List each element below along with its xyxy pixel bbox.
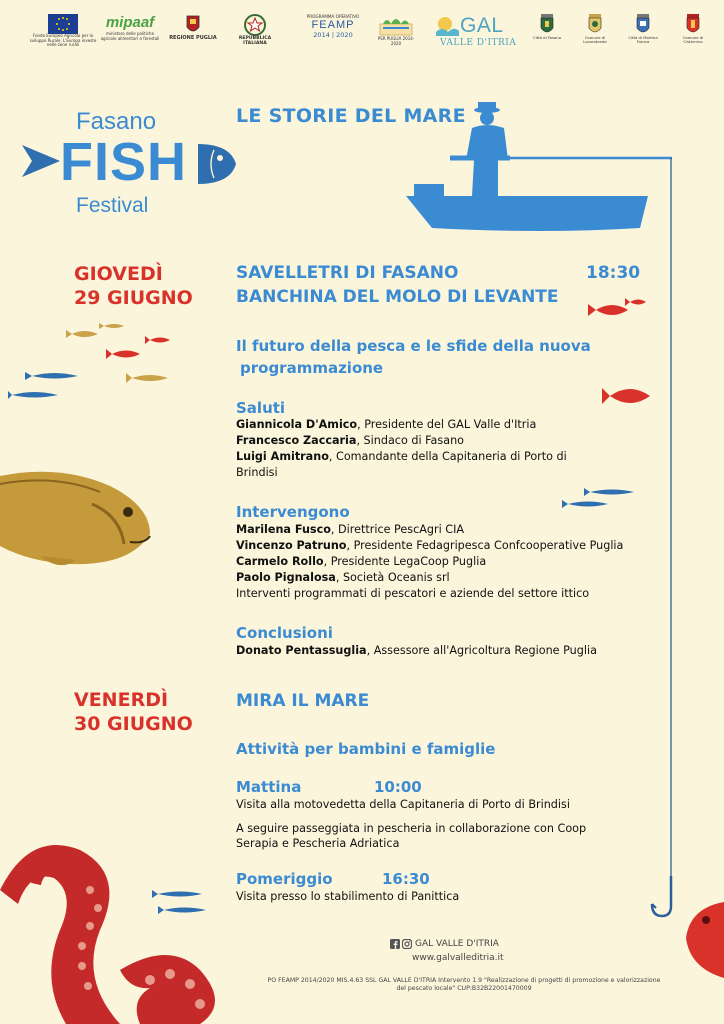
fishing-line-hook bbox=[640, 156, 690, 918]
speaker-role: , Presidente del GAL Valle d'Itria bbox=[357, 418, 537, 431]
puglia-crest-icon bbox=[185, 14, 201, 36]
fasano-crest-icon bbox=[539, 14, 555, 36]
city-crest-fasano bbox=[532, 14, 562, 40]
mipaaf-caption: ministero delle politiche agricole alimentari e forestali bbox=[100, 31, 160, 41]
locorotondo-crest-icon bbox=[587, 14, 603, 36]
city-crest-locorotondo bbox=[578, 14, 612, 45]
day1-topic-line-2: programmazione bbox=[240, 359, 384, 377]
speaker-role: , Presidente Fedagripesca Confcooperative Puglia bbox=[346, 539, 624, 552]
psr-caption: PSR PUGLIA 2014-2020 bbox=[377, 36, 415, 46]
festival-logo bbox=[20, 108, 240, 223]
eu-logo bbox=[28, 14, 98, 48]
morning-label: Mattina bbox=[236, 778, 302, 796]
feamp-top: PROGRAMMA OPERATIVO bbox=[306, 14, 360, 19]
speaker-name: Paolo Pignalosa bbox=[236, 571, 336, 584]
logo-strip bbox=[20, 14, 710, 64]
afternoon-line-1: Visita presso lo stabilimento di Panittica bbox=[236, 890, 460, 903]
speaker-role: , Sindaco di Fasano bbox=[356, 434, 465, 447]
list-item bbox=[236, 538, 623, 554]
speaker-role: , Assessore all'Agricoltura Regione Puglia bbox=[366, 644, 597, 657]
speaker-role: , Direttrice PescAgri CIA bbox=[330, 523, 465, 536]
repubblica-logo bbox=[228, 14, 282, 46]
afternoon-time: 16:30 bbox=[382, 870, 430, 888]
morning-line-3: Serapia e Pescheria Adriatica bbox=[236, 837, 400, 850]
morning-line-2: A seguire passeggiata in pescheria in collaborazione con Coop bbox=[236, 822, 587, 835]
day2-subtitle: Attività per bambini e famiglie bbox=[236, 740, 496, 758]
city-caption: Città di Martina Franca bbox=[628, 35, 658, 45]
red-fish-edge-illustration bbox=[680, 898, 724, 982]
festival-word-fasano: Fasano bbox=[76, 108, 157, 135]
gal-subtitle: VALLE D'ITRIA bbox=[440, 38, 517, 48]
eu-caption: Fondo Europeo Agricolo per lo sviluppo Rurale. L'Europa investe nelle zone rurali bbox=[29, 33, 97, 48]
day1-weekday: GIOVEDÌ bbox=[74, 263, 163, 285]
speaker-role: , Comandante della Capitaneria di Porto di bbox=[328, 450, 567, 463]
day1-place-1: SAVELLETRI DI FASANO bbox=[236, 263, 459, 283]
speaker-role: , Società Oceanis srl bbox=[335, 571, 450, 584]
speaker-name: Donato Pentassuglia bbox=[236, 644, 367, 657]
day2-date: 30 GIUGNO bbox=[74, 713, 193, 735]
saluti-heading: Saluti bbox=[236, 399, 286, 417]
mipaaf-name: mipaaf bbox=[105, 14, 155, 31]
festival-word-fish: FISH bbox=[60, 132, 188, 192]
list-item bbox=[236, 522, 623, 538]
small-fish-icon bbox=[8, 323, 170, 399]
day1-place-2: BANCHINA DEL MOLO DI LEVANTE bbox=[236, 287, 559, 307]
morning-time: 10:00 bbox=[374, 778, 422, 796]
speaker-name: Luigi Amitrano bbox=[236, 450, 329, 463]
day1-topic-line-1: Il futuro della pesca e le sfide della nuova bbox=[236, 337, 591, 355]
list-item bbox=[236, 417, 567, 433]
footer-line-2: del pescato locale" CUP:B32B22001470009 bbox=[396, 985, 532, 992]
day2-weekday: VENERDÌ bbox=[74, 689, 169, 711]
feamp-name: FEAMP bbox=[311, 19, 355, 31]
octopus-tentacle-illustration bbox=[0, 830, 230, 1024]
speaker-name: Giannicola D'Amico bbox=[236, 418, 358, 431]
intervengono-list bbox=[236, 522, 623, 602]
feamp-years: 2014 | 2020 bbox=[313, 31, 353, 39]
speaker-role: , Presidente LegaCoop Puglia bbox=[323, 555, 487, 568]
red-fish-illustration bbox=[600, 376, 656, 416]
instagram-icon[interactable] bbox=[402, 939, 412, 949]
list-item-continuation: Brindisi bbox=[236, 466, 278, 479]
page-title: LE STORIE DEL MARE bbox=[236, 105, 466, 127]
school-of-fish-illustration bbox=[8, 318, 188, 402]
city-caption: Città di Fasano bbox=[532, 35, 562, 40]
day1-date: 29 GIUGNO bbox=[74, 287, 193, 309]
psr-puglia-logo bbox=[376, 14, 416, 46]
city-crest-martina-franca bbox=[626, 14, 660, 45]
golden-fish-illustration bbox=[0, 464, 155, 579]
facebook-icon[interactable] bbox=[390, 939, 400, 949]
fisherman-boat-illustration bbox=[400, 100, 675, 240]
festival-word-festival: Festival bbox=[76, 194, 149, 217]
italian-emblem-icon bbox=[244, 14, 266, 36]
day2-title: MIRA IL MARE bbox=[236, 691, 370, 711]
psr-emblem-icon bbox=[379, 14, 413, 36]
afternoon-label: Pomeriggio bbox=[236, 870, 333, 888]
list-item bbox=[236, 449, 567, 465]
conclusioni-item bbox=[236, 643, 597, 659]
city-caption: Comune di Locorotondo bbox=[583, 35, 607, 45]
speaker-name: Francesco Zaccaria bbox=[236, 434, 357, 447]
eu-flag-icon bbox=[48, 14, 78, 34]
fish-tail-icon bbox=[20, 141, 62, 181]
mipaaf-logo bbox=[100, 14, 160, 41]
gal-mark bbox=[434, 14, 504, 38]
repubblica-caption: REPUBBLICA ITALIANA bbox=[238, 36, 272, 46]
gal-valle-itria-logo bbox=[434, 14, 526, 48]
fish-head-icon bbox=[198, 142, 238, 186]
social-handle-text: GAL VALLE D'ITRIA bbox=[415, 939, 499, 949]
footer-line-1: PO FEAMP 2014/2020 MIS.4.63 SSL GAL VALLE D'ITRIA Intervento 1.9 "Realizzazione di progetti di promozione e valorizzazione bbox=[267, 977, 661, 984]
intervengono-heading: Intervengono bbox=[236, 503, 350, 521]
list-item bbox=[236, 570, 623, 586]
list-item bbox=[236, 433, 567, 449]
martina-franca-crest-icon bbox=[635, 14, 651, 36]
speaker-name: Carmelo Rollo bbox=[236, 555, 324, 568]
regione-puglia-logo bbox=[166, 14, 220, 41]
gal-sun-icon bbox=[434, 14, 460, 38]
speaker-name: Marilena Fusco bbox=[236, 523, 331, 536]
speaker-name: Vincenzo Patruno bbox=[236, 539, 347, 552]
saluti-list bbox=[236, 417, 567, 481]
cisternino-crest-icon bbox=[685, 14, 701, 36]
puglia-caption: REGIONE PUGLIA bbox=[169, 35, 217, 41]
red-fish-pair-illustration bbox=[584, 292, 654, 332]
website-link[interactable]: www.galvalleditria.it bbox=[412, 953, 504, 963]
day1-time: 18:30 bbox=[586, 263, 641, 283]
list-item-extra: Interventi programmati di pescatori e aziende del settore ittico bbox=[236, 587, 590, 600]
city-crest-cisternino bbox=[676, 14, 710, 45]
blue-fish-pair-illustration bbox=[560, 484, 640, 514]
city-caption: Comune di Cisternino bbox=[682, 35, 704, 45]
list-item bbox=[236, 554, 623, 570]
gal-name: GAL bbox=[460, 14, 504, 37]
feamp-logo bbox=[302, 14, 364, 39]
footer-note bbox=[244, 977, 684, 993]
morning-line-1: Visita alla motovedetta della Capitaneria di Porto di Brindisi bbox=[236, 798, 570, 811]
conclusioni-heading: Conclusioni bbox=[236, 624, 333, 642]
social-handle bbox=[390, 939, 499, 949]
